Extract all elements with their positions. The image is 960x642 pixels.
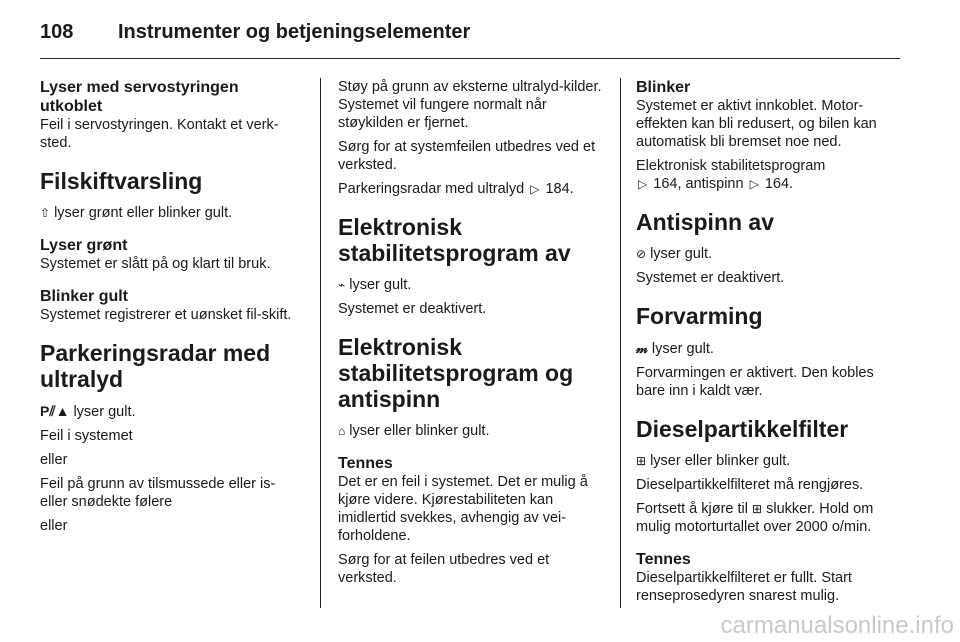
glow-plug-icon: 𝓂: [636, 340, 648, 356]
column-divider-2: [620, 78, 621, 608]
esp-blink-section: [636, 78, 904, 193]
watermark: carmanualsonline.info: [720, 612, 954, 639]
page-ref-arrow-icon: ▷: [749, 177, 759, 191]
park-line: [40, 402, 305, 421]
or-text-2: eller: [40, 518, 68, 534]
esp-heading: Elektronisk stabilitetsprogram og antispinn: [338, 334, 574, 412]
servo-text: Feil i servostyringen. Kontakt et verk-sted.: [40, 117, 279, 151]
column-2: [338, 78, 604, 601]
park-heading: Parkeringsradar med ultralyd: [40, 340, 271, 392]
esp-blink-text: Systemet er aktivt innkoblet. Motor-effekten kan bli redusert, og bilen kan automatisk bli bremset noe ned.: [636, 98, 877, 150]
tc-off-line: [636, 245, 904, 263]
column-1: [40, 78, 305, 541]
page-ref-arrow-icon: ▷: [638, 177, 648, 191]
shift-heading: Filskiftvarsling: [40, 168, 203, 194]
esp-off-deactivated: Systemet er deaktivert.: [338, 301, 487, 317]
esp-text: lyser eller blinker gult.: [349, 423, 490, 439]
dpf-text: lyser eller blinker gult.: [650, 453, 791, 469]
or-text-1: eller: [40, 452, 68, 468]
tc-off-text: lyser gult.: [650, 246, 713, 262]
page-number: 108: [40, 20, 74, 43]
park-assist-icon: P⫽▲: [40, 403, 70, 419]
park-ref-line: [338, 180, 604, 198]
blink-section: [40, 287, 305, 324]
green-heading: Lyser grønt: [40, 237, 128, 254]
esp-ref-line: [636, 157, 904, 193]
park-ref-page: 184.: [545, 181, 574, 197]
tc-off-deactivated: Systemet er deaktivert.: [636, 270, 785, 286]
preheat-desc: Forvarmingen er aktivert. Den kobles bare inn i kaldt vær.: [636, 365, 874, 399]
esp-ref-page-2: 164.: [764, 176, 794, 192]
esp-off-text: lyser gult.: [349, 277, 412, 293]
dpf-icon: ⊞: [636, 454, 647, 468]
green-section: [40, 236, 305, 273]
esp-lights-section: [338, 454, 604, 587]
header-rule: [40, 58, 900, 59]
dpf-continue-line: [636, 500, 904, 536]
dpf-lights-section: [636, 550, 904, 605]
dpf-lights-text: Dieselpartikkelfilteret er fullt. Start renseprosedyren snarest mulig.: [636, 570, 852, 604]
shift-text: lyser grønt eller blinker gult.: [54, 205, 233, 221]
park-text: lyser gult.: [73, 404, 136, 420]
park-ref-text: Parkeringsradar med ultralyd: [338, 181, 525, 197]
shift-line: [40, 204, 305, 222]
esp-line: [338, 422, 604, 440]
blink-text: Systemet registrerer et uønsket fil-skift.: [40, 307, 292, 323]
page-header: [40, 16, 920, 48]
dpf-continue-a: Fortsett å kjøre til: [636, 501, 748, 517]
dpf-lights-heading: Tennes: [636, 551, 691, 568]
dpf-line: [636, 452, 904, 470]
page-ref-arrow-icon: ▷: [530, 182, 540, 196]
esp-ref-page: 164, antispinn: [653, 176, 744, 192]
fault-text: Feil i systemet: [40, 428, 133, 444]
shift-indicator-icon: ⇧: [40, 206, 51, 220]
dpf-heading: Dieselpartikkelfilter: [636, 416, 849, 442]
dpf-icon: ⊞: [752, 502, 763, 516]
preheat-line: [636, 339, 904, 358]
dirty-sensor-text: Feil på grunn av tilsmussede eller is- eller snødekte følere: [40, 476, 276, 510]
esp-off-heading: Elektronisk stabilitetsprogram av: [338, 214, 571, 266]
esp-off-icon: ⌁: [338, 278, 346, 292]
esp-lights-heading: Tennes: [338, 455, 393, 472]
esp-ref-label: Elektronisk stabilitetsprogram: [636, 158, 826, 174]
esp-blink-heading: Blinker: [636, 79, 691, 96]
preheat-heading: Forvarming: [636, 303, 763, 329]
preheat-text: lyser gult.: [651, 341, 714, 357]
esp-off-line: [338, 276, 604, 294]
servo-section: [40, 78, 305, 152]
esp-icon: ⌂: [338, 424, 346, 438]
servo-heading: Lyser med servostyringen utkoblet: [40, 79, 239, 115]
repair-text: Sørg for at systemfeilen utbedres ved et verksted.: [338, 139, 596, 173]
traction-control-off-icon: ⊘: [636, 247, 647, 261]
tc-off-heading: Antispinn av: [636, 209, 775, 235]
page-title: Instrumenter og betjeningselementer: [118, 20, 471, 43]
column-3: [636, 78, 904, 619]
noise-text: Støy på grunn av eksterne ultralyd-kilder. Systemet vil fungere normalt når støykilden er fjernet.: [338, 79, 602, 131]
column-divider-1: [320, 78, 321, 608]
green-text: Systemet er slått på og klart til bruk.: [40, 256, 271, 272]
dpf-clean-text: Dieselpartikkelfilteret må rengjøres.: [636, 477, 864, 493]
esp-lights-text: Det er en feil i systemet. Det er mulig å kjøre videre. Kjørestabiliteten kan imidlertid svekkes, avhengig av vei-forholdene.: [338, 474, 588, 544]
esp-lights-repair: Sørg for at feilen utbedres ved et verksted.: [338, 552, 550, 586]
blink-heading: Blinker gult: [40, 288, 129, 305]
dpf-continue-b: slukker. Hold om mulig motorturtallet over 2000 o/min.: [636, 501, 874, 535]
